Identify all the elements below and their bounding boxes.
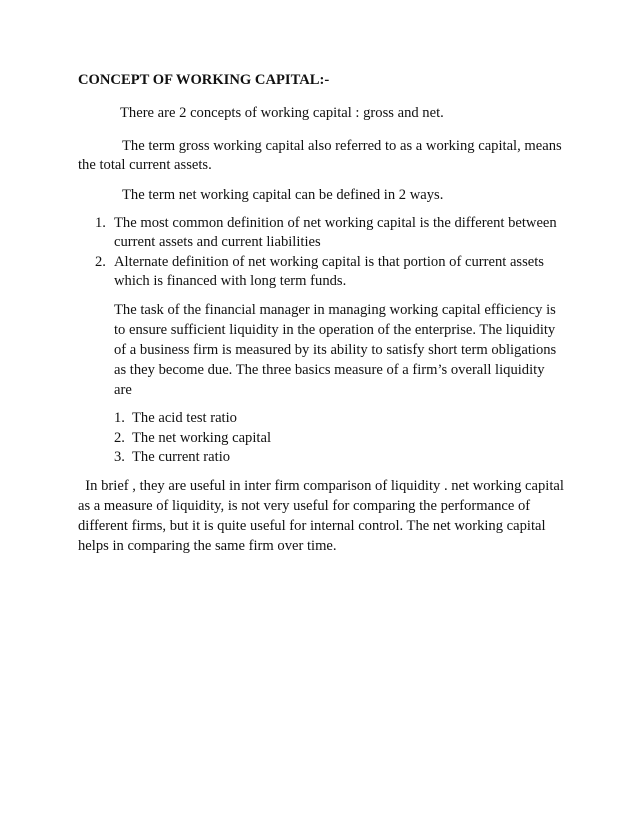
list-item-text: The acid test ratio — [132, 410, 237, 426]
list-number: 2. — [114, 430, 125, 446]
paragraph-line: different firms, but it is quite useful for internal control. The net working capital — [78, 518, 546, 534]
intro-paragraph: There are 2 concepts of working capital : gross and net. — [120, 105, 444, 121]
paragraph-line: helps in comparing the same firm over time. — [78, 538, 337, 554]
list-number: 1. — [114, 410, 125, 426]
paragraph-line: as they become due. The three basics measure of a firm’s overall liquidity — [114, 362, 545, 378]
net-intro-paragraph: The term net working capital can be defined in 2 ways. — [122, 187, 444, 203]
paragraph-line: In brief , they are useful in inter firm comparison of liquidity . net working capital — [78, 478, 564, 494]
list-number: 1. — [95, 215, 106, 231]
list-item-line: The most common definition of net working capital is the different between — [114, 215, 557, 231]
paragraph-line: to ensure sufficient liquidity in the operation of the enterprise. The liquidity — [114, 322, 556, 338]
list-number: 3. — [114, 449, 125, 465]
document-title: CONCEPT OF WORKING CAPITAL:- — [78, 72, 330, 88]
list-item-line: which is financed with long term funds. — [114, 273, 347, 289]
gross-paragraph-line-1: The term gross working capital also referred to as a working capital, means — [122, 138, 562, 154]
paragraph-line: as a measure of liquidity, is not very useful for comparing the performance of — [78, 498, 531, 514]
list-number: 2. — [95, 254, 106, 270]
list-item-line: Alternate definition of net working capital is that portion of current assets — [114, 254, 544, 270]
list-item-text: The current ratio — [132, 449, 231, 465]
gross-paragraph-line-2: the total current assets. — [78, 157, 212, 173]
list-item-line: current assets and current liabilities — [114, 234, 321, 250]
paragraph-line: The task of the financial manager in managing working capital efficiency is — [114, 302, 556, 318]
paragraph-line: are — [114, 382, 132, 398]
list-item-text: The net working capital — [132, 430, 271, 446]
paragraph-line: of a business firm is measured by its ability to satisfy short term obligations — [114, 342, 557, 358]
